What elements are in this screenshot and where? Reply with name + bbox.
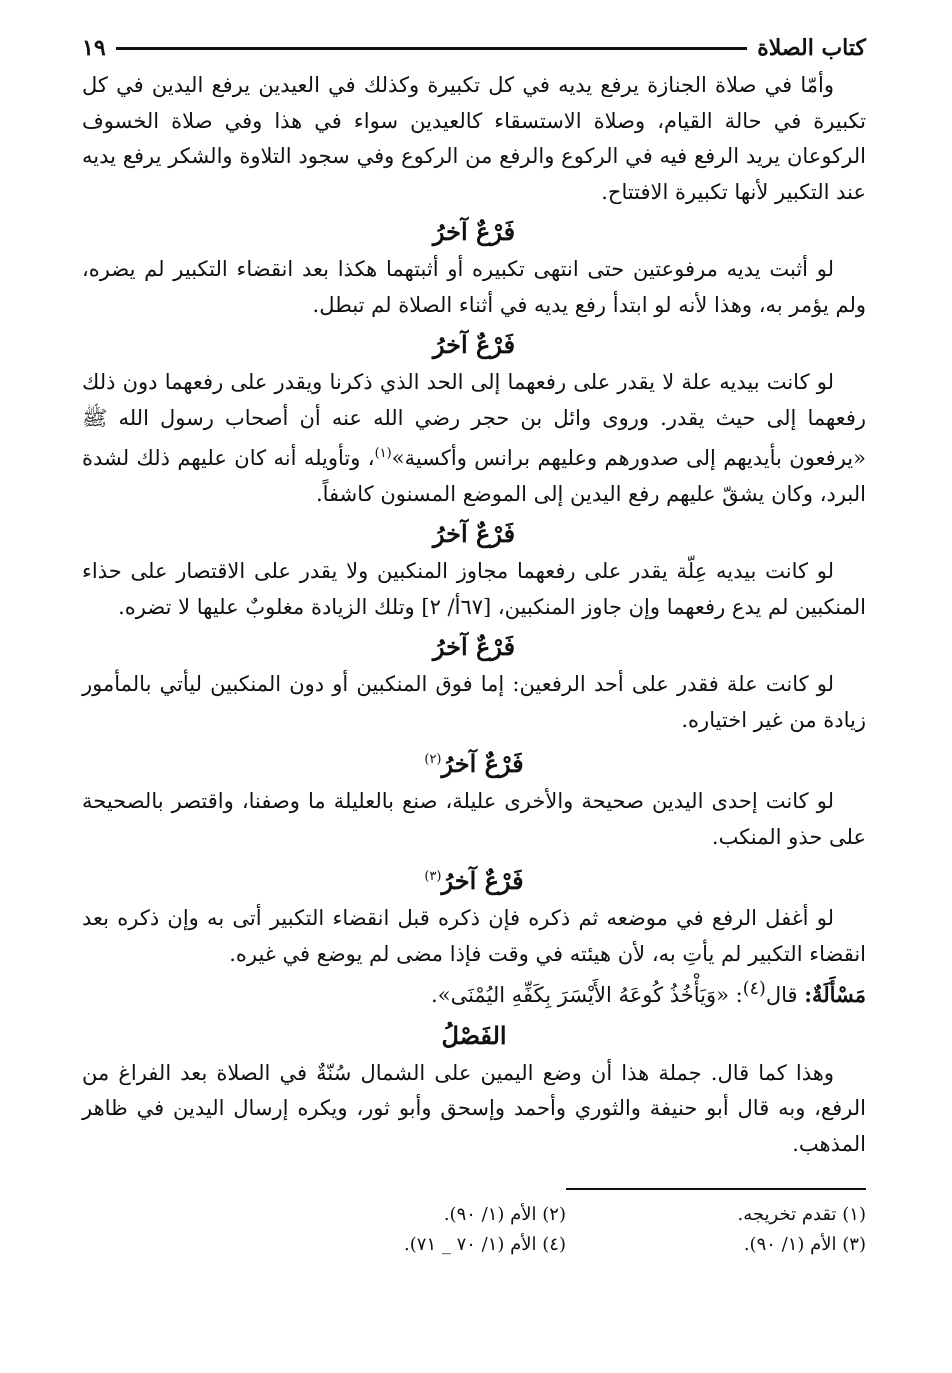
- paragraph-7: لو أغفل الرفع في موضعه ثم ذكره فإن ذكره قبل انقضاء التكبير أتى به وإن ذكره بعد انقضاء التكبير لم يأتِ به، لأن هيئته في وقت فإذا مضى لم يوضع في غيره.: [82, 906, 866, 966]
- section-heading-5-text: فَرْعٌ آخرُ: [441, 749, 524, 778]
- paragraph-5: لو كانت علة فقدر على أحد الرفعين: إما فوق المنكبين أو دون المنكبين ليأتي بالمأمور زيادة من غير اختياره.: [82, 672, 866, 732]
- section-heading-4: فَرْعٌ آخرُ: [432, 632, 516, 661]
- section-heading-3: فَرْعٌ آخرُ: [432, 519, 516, 548]
- paragraph-2: لو أثبت يديه مرفوعتين حتى انتهى تكبيره أو أثبتهما هكذا بعد انقضاء التكبير لم يضره، ولم يؤمر به، وهذا لأنه لو ابتدأ رفع يديه في أثناء الصلاة لم تبطل.: [82, 257, 866, 317]
- section-heading-2: فَرْعٌ آخرُ: [432, 330, 516, 359]
- section-heading-5: [82, 740, 866, 784]
- header-rule: [116, 47, 748, 50]
- footnote-2: (٢) الأم (١/ ٩٠).: [443, 1204, 566, 1225]
- paragraph-3: [82, 365, 866, 512]
- footnote-1: (١) تقدم تخريجه.: [737, 1204, 866, 1225]
- masala-quote: : «وَيَأْخُذُ كُوعَهُ الأَيْسَرَ بِكَفِّهِ اليُمْنَى».: [431, 983, 743, 1007]
- footnotes-divider: [566, 1188, 866, 1190]
- paragraph-6: لو كانت إحدى اليدين صحيحة والأخرى عليلة، صنع بالعليلة ما وصفنا، واقتصر بالصحيحة على حذو المنكب.: [82, 789, 866, 849]
- section-heading-1: فَرْعٌ آخرُ: [432, 217, 516, 246]
- section-heading-7: الفَصْلُ: [441, 1020, 507, 1050]
- section-heading-6-text: فَرْعٌ آخرُ: [441, 866, 524, 895]
- paragraph-8: وهذا كما قال. جملة هذا أن وضع اليمين على الشمال سُنّةٌ في الصلاة بعد الفراغ من الرفع، وبه قال أبو حنيفة والثوري وأحمد وإسحق وأبو ثور، ويكره إرسال اليدين في ظاهر المذهب.: [82, 1060, 866, 1156]
- masala-label: مَسْأَلَةٌ:: [804, 982, 866, 1007]
- paragraph-1: وأمّا في صلاة الجنازة يرفع يديه في كل تكبيرة وكذلك في العيدين يرفع اليدين في كل تكبيرة في حالة القيام، وصلاة الاستسقاء كالعيدين سواء في هذا وفي صلاة الخسوف الركوعان يريد الرفع فيه في الركوع والرفع من الركوع وفي سجود التلاوة والشكر يرفع يديه عند التكبير لأنها تكبيرة الافتتاح.: [82, 73, 866, 204]
- paragraph-3-text: لو كانت بيديه علة لا يقدر على رفعهما إلى الحد الذي ذكرنا ويقدر على رفعهما دون ذلك رفعهما إلى حيث يقدر. وروى وائل بن حجر رضي الله عنه أن أصحاب رسول الله ﷺ «يرفعون بأيديهم إلى صدورهم وعليهم برانس وأكسية»: [82, 370, 866, 470]
- paragraph-4: لو كانت بيديه عِلّة يقدر على رفعهما مجاوز المنكبين ولا يقدر على الاقتصار على حذاء المنكبين لم يدع رفعهما وإن جاوز المنكبين، [٦٧أ/ ٢] وتلك الزيادة مغلوبٌ عليها لا تضره.: [82, 559, 866, 619]
- book-title: كتاب الصلاة: [757, 35, 866, 61]
- page-number: ١٩: [82, 35, 106, 61]
- footnote-4: (٤) الأم (١/ ٧٠ _ ٧١).: [404, 1234, 566, 1255]
- footnote-ref-2[interactable]: (٢): [424, 752, 442, 767]
- masala-said: قال: [765, 983, 798, 1007]
- section-heading-6: [82, 857, 866, 901]
- footnote-3: (٣) الأم (١/ ٩٠).: [743, 1234, 866, 1255]
- paragraph-3-tail: ، وتأويله أنه كان عليهم ذلك لشدة البرد، وكان يشقّ عليهم رفع اليدين إلى الموضع المسنون كاشفاً.: [82, 446, 866, 506]
- running-header: [82, 28, 866, 68]
- footnote-ref-4[interactable]: (٤): [742, 979, 766, 999]
- footnote-ref-1[interactable]: (١): [374, 446, 392, 461]
- footnote-ref-3[interactable]: (٣): [424, 869, 442, 884]
- page: [82, 28, 866, 1260]
- masala-line: [82, 972, 866, 1014]
- footnotes: [266, 1200, 866, 1260]
